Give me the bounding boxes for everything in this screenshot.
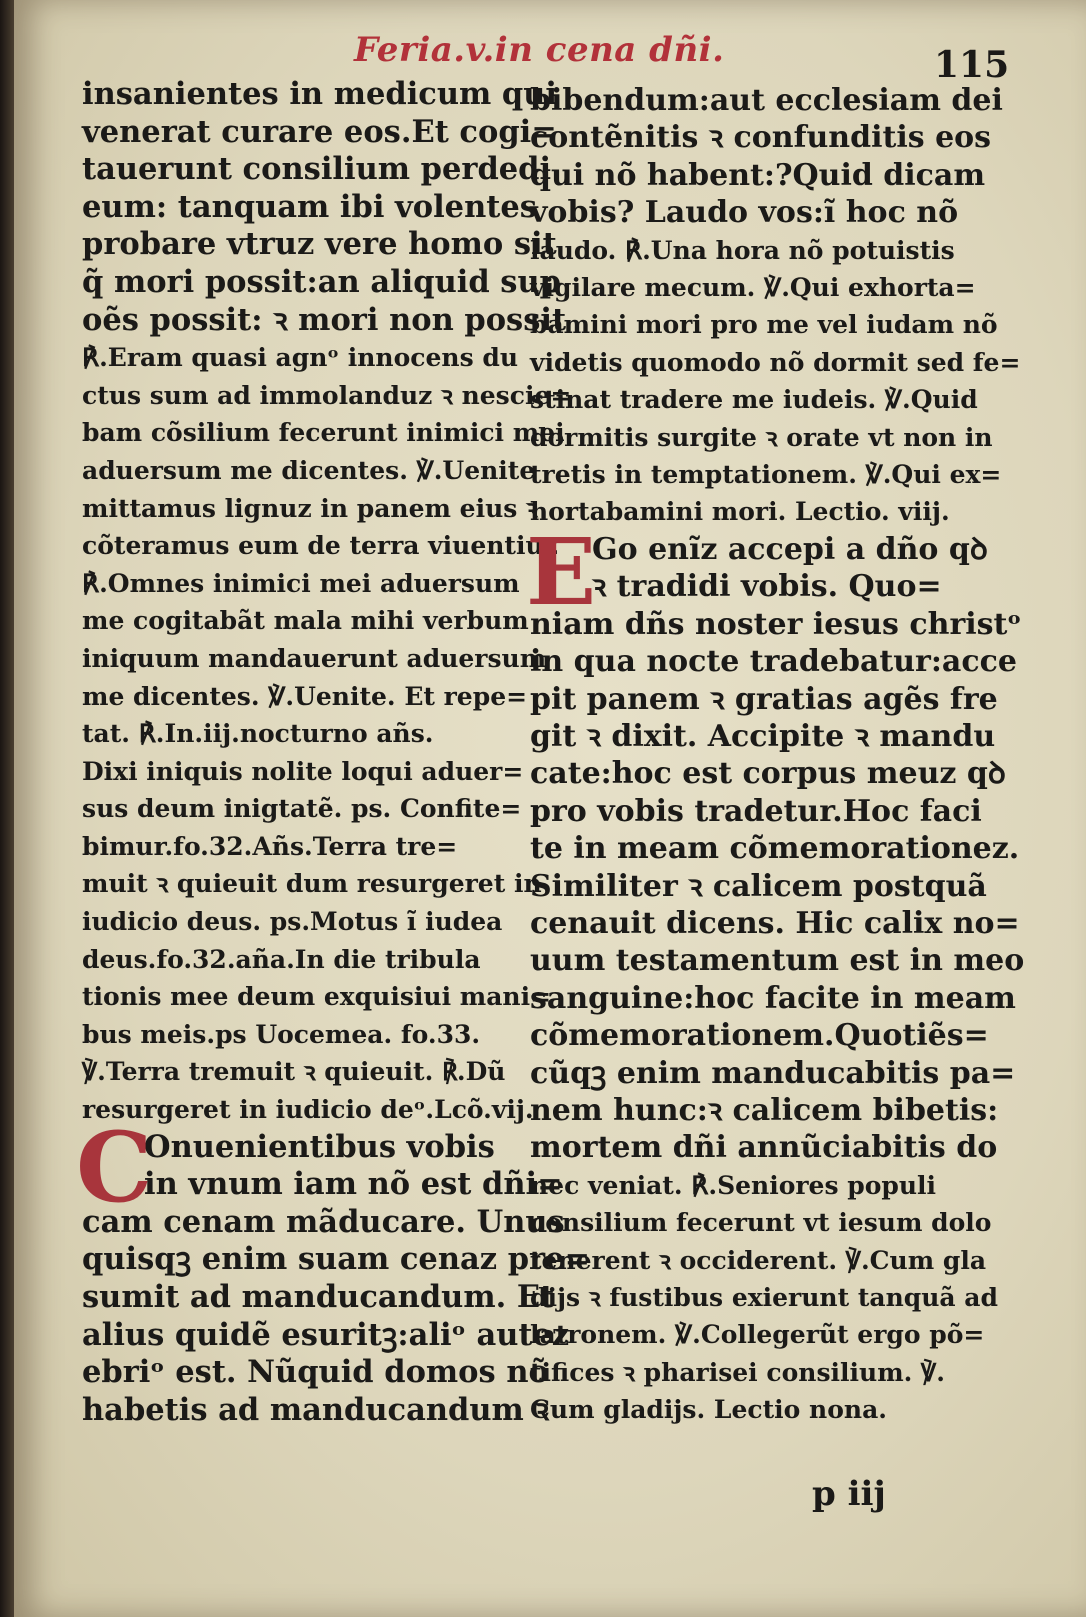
text-line: hortabamini mori. Lectio. viij.	[530, 497, 950, 527]
left-text-column	[76, 76, 591, 1429]
text-line: bibendum:aut ecclesiam dei	[530, 83, 1003, 118]
text-line: tretis in temptationem. ℣.Qui ex=	[530, 460, 1002, 490]
text-line: insanientes in medicum qui	[82, 76, 558, 112]
text-line: stinat tradere me iudeis. ℣.Quid	[530, 385, 978, 415]
text-line: vobis? Laudo vos:ĩ hoc nõ	[530, 195, 959, 231]
text-line: cate:hoc est corpus meuz qꝺ	[530, 756, 1006, 792]
text-line: te in meam cõmemorationez.	[530, 831, 1020, 867]
text-line: in vnum iam nõ est dñi=	[144, 1166, 563, 1203]
text-line: aduersum me dicentes. ℣.Uenite	[82, 455, 536, 485]
text-line: niam dñs noster iesus christᵒ	[530, 606, 1022, 642]
text-line: nec veniat. ℟.Seniores populi	[530, 1170, 937, 1200]
running-title: Feria.v.in cena dñi.	[354, 30, 725, 70]
text-line: ctus sum ad immolanduz ꝛ nescie=	[82, 380, 572, 410]
book-gutter	[0, 0, 14, 1617]
text-line: tifices ꝛ pharisei consilium. ℣.	[530, 1357, 945, 1387]
text-line: uum testamentum est in meo	[530, 943, 1025, 979]
text-line: consilium fecerunt vt iesum dolo	[530, 1208, 992, 1238]
text-line: bamini mori pro me vel iudam nõ	[530, 310, 998, 340]
text-line: cũqꝫ enim manducabitis pa=	[530, 1055, 1016, 1091]
text-line: videtis quomodo nõ dormit sed fe=	[530, 347, 1021, 377]
book-page	[14, 0, 1086, 1617]
text-line: ebriᵒ est. Nũquid domos nõ	[82, 1354, 549, 1391]
text-line: tionis mee deum exquisiui mani=	[82, 982, 552, 1012]
text-line: in qua nocte tradebatur:acce	[530, 644, 1017, 680]
text-line: latronem. ℣.Collegerũt ergo põ=	[530, 1320, 985, 1350]
text-line: tat. ℟.In.iij.nocturno añs.	[82, 719, 434, 749]
text-line: probare vtruz vere homo sit	[82, 226, 557, 263]
text-line: bimur.fo.32.Añs.Terra tre=	[82, 831, 458, 861]
text-line: tauerunt consilium perdedi	[82, 151, 552, 188]
text-line: cõteramus eum de terra viuentiuz	[82, 531, 558, 561]
text-line: me dicentes. ℣.Uenite. Et repe=	[82, 681, 528, 711]
decorated-initial: C	[76, 1110, 153, 1224]
text-line: contẽnitis ꝛ confunditis eos	[530, 120, 992, 156]
text-line: ℣.Terra tremuit ꝛ quieuit. ℟.Dũ	[82, 1057, 506, 1087]
lectio-block	[526, 517, 1025, 1429]
text-line: dormitis surgite ꝛ orate vt non in	[530, 422, 993, 452]
text-line: habetis ad manducandum ꝛ	[82, 1391, 549, 1428]
text-line: mortem dñi annũciabitis do	[530, 1130, 998, 1166]
text-line: Similiter ꝛ calicem postquã	[530, 868, 987, 904]
text-line: vigilare mecum. ℣.Qui exhorta=	[530, 273, 976, 303]
text-line: tenerent ꝛ occiderent. ℣.Cum gla	[530, 1245, 987, 1275]
text-line: Dixi iniquis nolite loqui aduer=	[82, 756, 524, 786]
folio-number: 115	[934, 44, 1010, 86]
text-line: iniquum mandauerunt aduersum	[82, 643, 547, 673]
text-line: bus meis.ps Uocemea. fo.33.	[82, 1019, 481, 1049]
text-line: qui nõ habent:?Quid dicam	[530, 157, 986, 193]
text-line: cenauit dicens. Hic calix no=	[530, 905, 1020, 941]
signature-mark: p iij	[812, 1474, 886, 1514]
text-line: sanguine:hoc facite in meam	[530, 980, 1016, 1016]
text-line: q̃ mori possit:an aliquid sup	[82, 263, 561, 300]
decorated-initial: E	[526, 517, 597, 626]
text-line: me cogitabãt mala mihi verbum	[82, 606, 529, 636]
text-line: bam cõsilium fecerunt inimici mei	[82, 418, 565, 448]
text-line: ℟.Eram quasi agnᵒ innocens du	[82, 343, 519, 373]
text-line: ꝛ tradidi vobis. Quo=	[592, 569, 942, 605]
text-line: laudo. ℟.Una hora nõ potuistis	[530, 235, 955, 265]
text-line: muit ꝛ quieuit dum resurgeret in	[82, 869, 542, 899]
text-line: venerat curare eos.Et cogi=	[82, 113, 557, 150]
text-line: cam cenam mãducare. Unus	[82, 1203, 565, 1240]
text-line: sus deum inigtatẽ. ps. Confite=	[82, 794, 522, 824]
text-line: git ꝛ dixit. Accipite ꝛ mandu	[530, 718, 996, 754]
text-line: oẽs possit: ꝛ mori non possit	[82, 301, 567, 338]
text-line: sumit ad manducandum. Et	[82, 1279, 555, 1315]
right-text-column	[526, 82, 1025, 1429]
text-line: Cum gladijs. Lectio nona.	[530, 1395, 887, 1425]
text-line: pro vobis tradetur.Hoc faci	[530, 793, 982, 829]
text-line: quisqꝫ enim suam cenaz pre=	[82, 1241, 591, 1278]
text-line: pit panem ꝛ gratias agẽs fre	[530, 681, 998, 717]
text-line: deus.fo.32.aña.In die tribula	[82, 944, 481, 974]
text-line: cõmemorationem.Quotiẽs=	[530, 1018, 989, 1054]
text-line: iudicio deus. ps.Motus ĩ iudea	[82, 907, 503, 937]
text-line: Go enĩz accepi a dño qꝺ	[592, 531, 988, 567]
text-line: Onuenientibus vobis	[144, 1128, 495, 1165]
text-line: resurgeret in iudicio deᵒ.Lcõ.vij.	[82, 1095, 534, 1125]
text-line: dijs ꝛ fustibus exierunt tanquã ad	[530, 1283, 998, 1312]
text-line: ℟.Omnes inimici mei aduersum	[82, 568, 520, 598]
text-line: eum: tanquam ibi volentes	[82, 188, 537, 225]
text-line: mittamus lignuz in panem eius ꝛ	[82, 493, 538, 523]
text-line: nem hunc:ꝛ calicem bibetis:	[530, 1092, 999, 1128]
text-line: alius quidẽ esuritꝫ:aliᵒ autez	[82, 1316, 570, 1353]
